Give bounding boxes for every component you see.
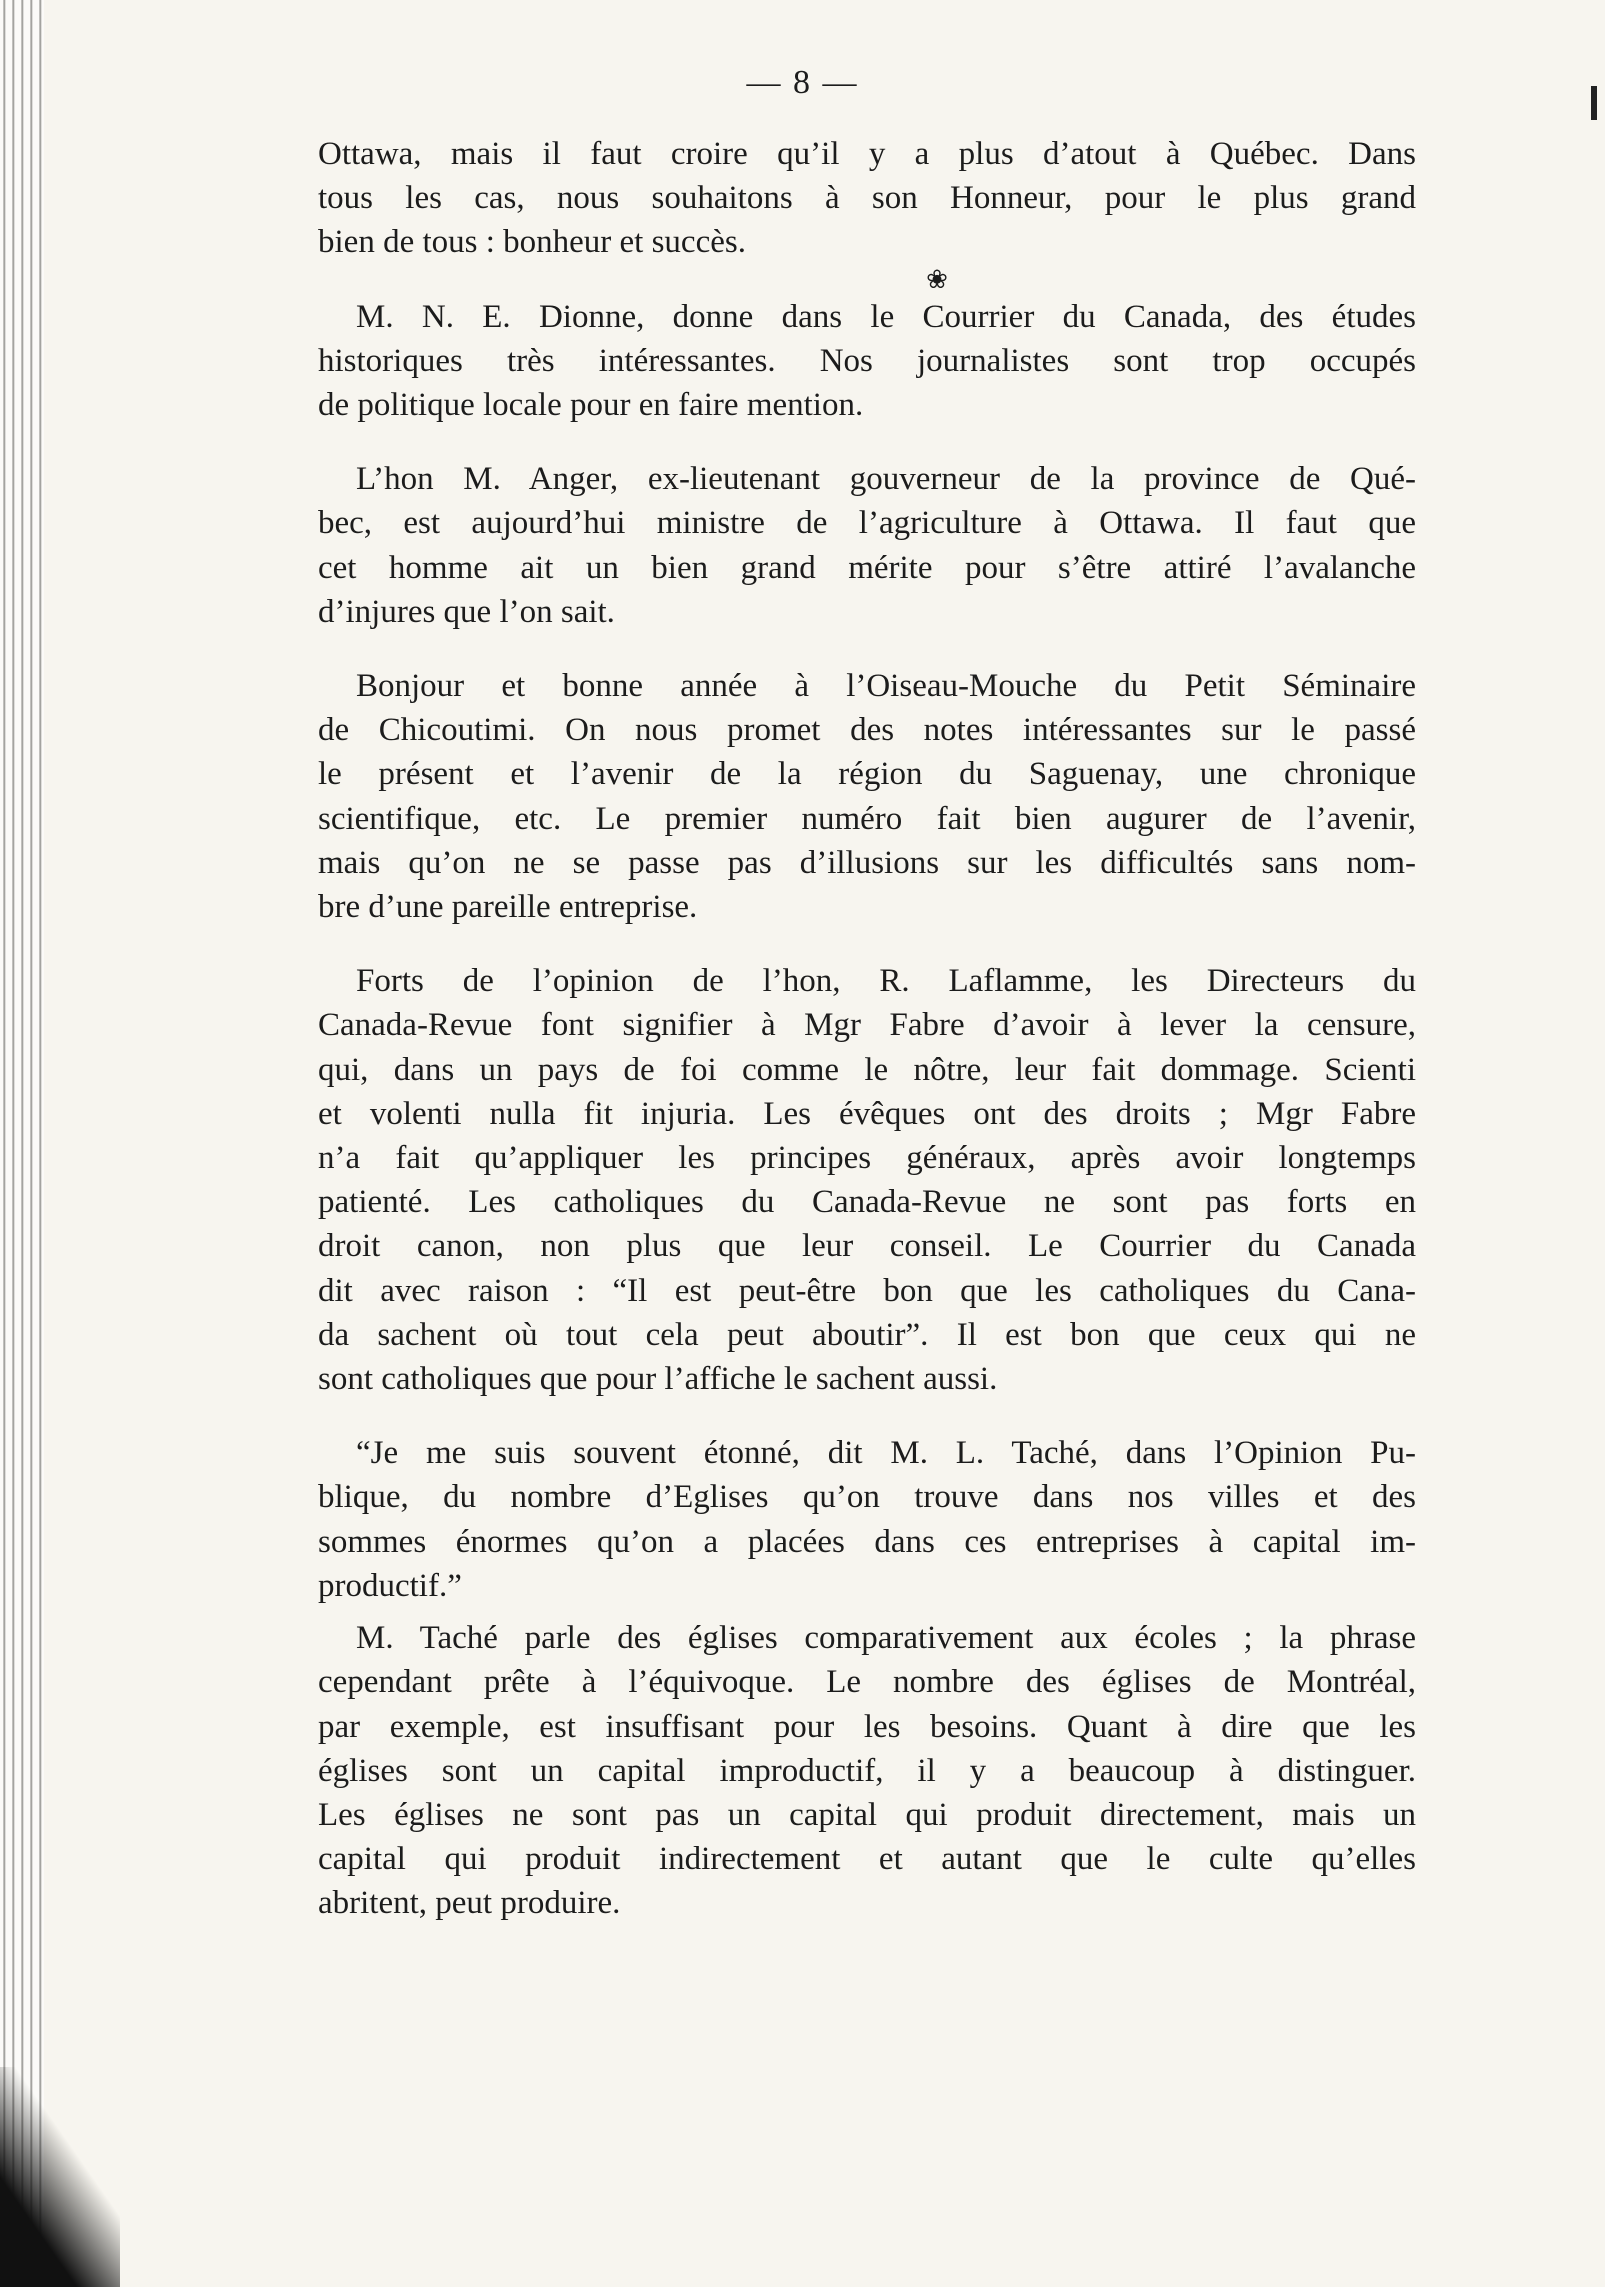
text-line: abritent, peut produire. <box>318 1885 621 1922</box>
text-line: dit avec raison : “Il est peut-être bon que les catholiques du Cana- <box>318 1272 1416 1309</box>
text-line: cet homme ait un bien grand mérite pour s’être attiré l’avalanche <box>318 549 1416 586</box>
text-line: par exemple, est insuffisant pour les besoins. Quant à dire que les <box>318 1708 1416 1745</box>
text-line: M. Taché parle des églises comparativement aux écoles ; la phrase <box>356 1620 1416 1657</box>
text-line: bien de tous : bonheur et succès. <box>318 224 746 261</box>
text-line: Ottawa, mais il faut croire qu’il y a plus d’atout à Québec. Dans <box>318 136 1416 172</box>
text-line: productif.” <box>318 1567 462 1604</box>
paragraph-opinion-publique <box>318 1431 1416 1608</box>
text-line: Canada-Revue font signifier à Mgr Fabre d’avoir à lever la censure, <box>318 1007 1416 1044</box>
paragraph-oiseau-mouche <box>318 664 1416 929</box>
text-line: Les églises ne sont pas un capital qui produit directement, mais un <box>318 1796 1416 1833</box>
text-line: blique, du nombre d’Eglises qu’on trouve dans nos villes et des <box>318 1479 1416 1516</box>
text-line: le présent et l’avenir de la région du Saguenay, une chronique <box>318 756 1416 793</box>
text-line: historiques très intéressantes. Nos journalistes sont trop occupés <box>318 342 1416 379</box>
ornament-icon: ❀ <box>926 264 948 294</box>
text-line: tous les cas, nous souhaitons à son Honneur, pour le plus grand <box>318 180 1416 217</box>
text-line: capital qui produit indirectement et autant que le culte qu’elles <box>318 1841 1416 1878</box>
text-line: scientifique, etc. Le premier numéro fait bien augurer de l’avenir, <box>318 800 1416 837</box>
text-line: sont catholiques que pour l’affiche le sachent aussi. <box>318 1361 998 1398</box>
paragraph-ottawa <box>318 132 1416 265</box>
text-line: bre d’une pareille entreprise. <box>318 889 698 926</box>
page-binding-edge <box>0 0 44 2287</box>
paragraph-tache <box>318 1616 1416 1925</box>
paragraph-anger <box>318 457 1416 634</box>
text-line: mais qu’on ne se passe pas d’illusions sur les difficultés sans nom- <box>318 844 1416 881</box>
text-line: de Chicoutimi. On nous promet des notes intéressantes sur le passé <box>318 712 1416 749</box>
text-line: d’injures que l’on sait. <box>318 593 615 630</box>
text-line: bec, est aujourd’hui ministre de l’agriculture à Ottawa. Il faut que <box>318 505 1416 542</box>
text-line: Forts de l’opinion de l’hon, R. Laflamme, les Directeurs du <box>356 963 1416 1000</box>
paragraph-dionne <box>318 295 1416 428</box>
page-number: — 8 — <box>746 64 859 101</box>
text-line: cependant prête à l’équivoque. Le nombre des églises de Montréal, <box>318 1664 1416 1701</box>
text-line: M. N. E. Dionne, donne dans le Courrier du Canada, des études <box>356 298 1416 335</box>
text-line: droit canon, non plus que leur conseil. Le Courrier du Canada <box>318 1228 1416 1265</box>
paragraph-canada-revue <box>318 959 1416 1401</box>
text-line: patienté. Les catholiques du Canada-Revue ne sont pas forts en <box>318 1184 1416 1221</box>
binding-shadow <box>0 2067 120 2287</box>
text-line: Bonjour et bonne année à l’Oiseau-Mouche du Petit Séminaire <box>356 668 1416 705</box>
text-line: églises sont un capital improductif, il y a beaucoup à distinguer. <box>318 1752 1416 1789</box>
text-line: L’hon M. Anger, ex-lieutenant gouverneur de la province de Qué- <box>356 461 1416 498</box>
text-line: et volenti nulla fit injuria. Les évêques ont des droits ; Mgr Fabre <box>318 1095 1416 1132</box>
text-line: n’a fait qu’appliquer les principes généraux, après avoir longtemps <box>318 1140 1416 1177</box>
page-body <box>318 132 1416 1926</box>
text-line: de politique locale pour en faire mention. <box>318 387 864 424</box>
text-line: sommes énormes qu’on a placées dans ces entreprises à capital im- <box>318 1523 1416 1560</box>
text-line: “Je me suis souvent étonné, dit M. L. Taché, dans l’Opinion Pu- <box>356 1435 1416 1472</box>
text-line: da sachent où tout cela peut aboutir”. Il est bon que ceux qui ne <box>318 1316 1416 1353</box>
text-line: qui, dans un pays de foi comme le nôtre, leur fait dommage. Scienti <box>318 1051 1416 1088</box>
